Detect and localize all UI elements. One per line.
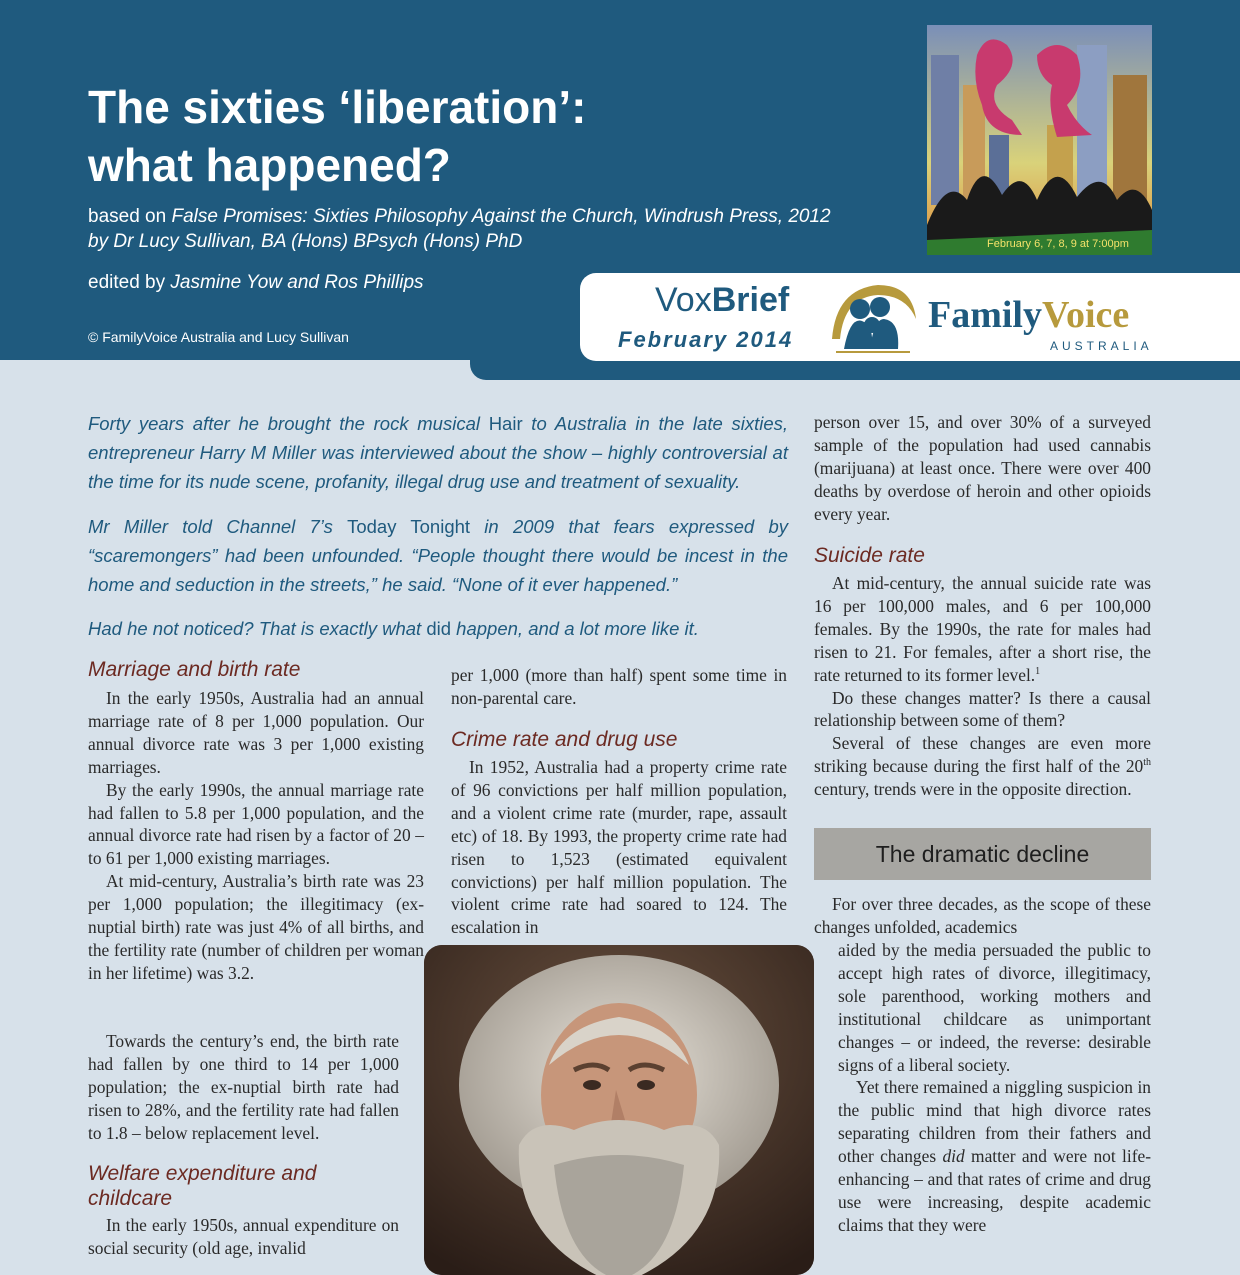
intro-p2-text-a: Mr Miller told Channel 7’s [88, 516, 348, 537]
vox-light: Vox [655, 281, 712, 319]
title-line-2: what happened? [88, 139, 451, 191]
childcare-continued-text [451, 664, 787, 710]
copyright-notice: © FamilyVoice Australia and Lucy Sullivan [88, 329, 349, 345]
drug-use-continued-text [814, 411, 1151, 526]
page-title [88, 78, 848, 194]
dramatic-decline-heading-box [814, 828, 1151, 880]
suicide-p1-text: At mid-century, the annual suicide rate was 16 per 100,000 males, and 6 per 100,000 females. By the 1990s, the rate for males had risen to 21. For females, after a short rise, the rate returned to its former level. [814, 573, 1151, 685]
karl-marx-portrait-image [424, 945, 814, 1275]
suicide-p3 [814, 732, 1151, 801]
heading-welfare-line2: childcare [88, 1187, 173, 1210]
dramatic-decline-heading: The dramatic decline [875, 840, 1090, 867]
marriage-p3: At mid-century, Australia’s birth rate was 23 per 1,000 population; the illegitimacy (ex-nuptial birth) rate was just 4% of all births, and the fertility rate (number of children per woman in her lifetime) was 3.2. [88, 871, 424, 983]
ordinal-th: th [1143, 757, 1151, 769]
heading-welfare [88, 1161, 408, 1211]
suicide-p1 [814, 572, 1151, 687]
intro-paragraph-3 [88, 614, 788, 643]
decline-did: did [942, 1146, 965, 1167]
issue-date: February 2014 [618, 327, 794, 352]
book-author: by Dr Lucy Sullivan, BA (Hons) BPsych (Hons) PhD [88, 231, 523, 252]
familyvoice-wordmark [928, 293, 1129, 337]
title-line-1: The sixties ‘liberation’: [88, 81, 587, 133]
edited-prefix: edited by [88, 272, 171, 293]
org-family: Family [928, 294, 1042, 336]
intro-p3-text-b: happen, and a lot more like it. [451, 618, 699, 639]
hair-poster-art [927, 25, 1152, 255]
book-title: False Promises: Sixties Philosophy Against the Church, Windrush Press, 2012 [171, 206, 831, 227]
org-voice: Voice [1041, 294, 1130, 336]
editors-line [88, 272, 424, 294]
crime-p1: In 1952, Australia had a property crime rate of 96 convictions per half million population, and a violent crime rate (murder, rape, assault etc) of 18. By 1993, the property crime rate had risen to 1,523 (estimated equivalent convictions) per half million population. The violent crime rate had soared to 124. The escalation in [451, 757, 787, 938]
decline-p1-first: For over three decades, as the scope of these changes unfolded, academics [814, 894, 1151, 937]
based-prefix: based on [88, 206, 172, 227]
voxbrief-wordmark [655, 281, 789, 320]
intro-paragraph-2 [88, 512, 788, 599]
decline-first-line [814, 893, 1151, 939]
suicide-p2: Do these changes matter? Is there a causal relationship between some of them? [814, 687, 1151, 731]
crime-section-text [451, 756, 787, 939]
heading-welfare-line1: Welfare expenditure and [88, 1162, 317, 1185]
intro-p1-text-b: to Australia in the late sixties, entrepreneur Harry M Miller was interviewed about the show – highly controversial at the time for its nude scene, profanity, illegal drug use and treatment of sexuality. [88, 413, 788, 492]
intro-did: did [426, 618, 452, 639]
welfare-section-text [88, 1214, 399, 1260]
marriage-p1: In the early 1950s, Australia had an annual marriage rate of 8 per 1,000 population. Our annual divorce rate was 3 per 1,000 existing marriages. [88, 688, 424, 777]
decline-section-text [838, 939, 1151, 1237]
source-citation [88, 204, 848, 254]
masthead-box [580, 273, 1240, 361]
vox-bold: Brief [711, 281, 790, 319]
marriage-p2: By the early 1990s, the annual marriage rate had fallen to 5.8 per 1,000 population, and the annual divorce rate had risen by a factor of 20 – to 61 per 1,000 existing marriages. [88, 779, 424, 869]
intro-hair-title: Hair [488, 413, 523, 434]
suicide-p3-text-b: century, trends were in the opposite direction. [814, 779, 1132, 800]
decline-p1-rest: aided by the media persuaded the public to accept high rates of divorce, illegitimacy, sole parenthood, working mothers and institutional childcare as unimportant changes – or indeed, the reverse: desirable signs of a liberal society. [838, 940, 1151, 1075]
drug-p-top: person over 15, and over 30% of a surveyed sample of the population had used cannabis (marijuana) at least once. There were over 400 deaths by overdose of heroin and other opioids every year. [814, 412, 1151, 524]
decline-p2-text-b: matter and were not life-enhancing – and that rates of crime and drug use were increasing, despite academic claims that they were [838, 1146, 1151, 1235]
editor-names: Jasmine Yow and Ros Phillips [170, 272, 424, 293]
heading-marriage: Marriage and birth rate [88, 658, 301, 681]
welfare-p1: In the early 1950s, annual expenditure on social security (old age, invalid [88, 1215, 399, 1258]
org-country: AUSTRALIA [1050, 339, 1153, 353]
intro-paragraph-1 [88, 409, 788, 496]
intro-show-title: Today Tonight [347, 516, 471, 537]
birthrate-section-text [88, 1030, 399, 1145]
decline-p2 [838, 1076, 1151, 1236]
intro-p2-text-b: in 2009 that fears expressed by “scaremongers” had been unfounded. “People thought there would be incest in the home and seduction in the streets,” he said. “None of it ever happened.” [88, 516, 788, 595]
footnote-ref-1: 1 [1035, 665, 1041, 677]
hair-poster-image [927, 25, 1152, 255]
heading-crime: Crime rate and drug use [451, 728, 678, 751]
decline-p2-text-a: Yet there remained a niggling suspicion in the public mind that high divorce rates separating children from their fathers and other changes [838, 1077, 1151, 1167]
familyvoice-logo-icon [826, 279, 918, 355]
marriage-section-text [88, 687, 424, 985]
birthrate-p4: Towards the century’s end, the birth rate had fallen by one third to 14 per 1,000 population; the ex-nuptial birth rate had risen to 28%, and the fertility rate had fallen to 1.8 – below replacement level. [88, 1031, 399, 1143]
portrait-art [424, 945, 814, 1275]
heading-suicide: Suicide rate [814, 544, 925, 567]
suicide-p3-text-a: Several of these changes are even more striking because during the first half of the 20 [814, 733, 1151, 777]
intro-p3-text-a: Had he not noticed? That is exactly what [88, 618, 427, 639]
poster-dates: February 6, 7, 8, 9 at 7:00pm [987, 238, 1129, 250]
childcare-p-top: per 1,000 (more than half) spent some time in non-parental care. [451, 665, 787, 708]
suicide-section-text [814, 572, 1151, 801]
intro-p1-text-a: Forty years after he brought the rock musical [88, 413, 489, 434]
